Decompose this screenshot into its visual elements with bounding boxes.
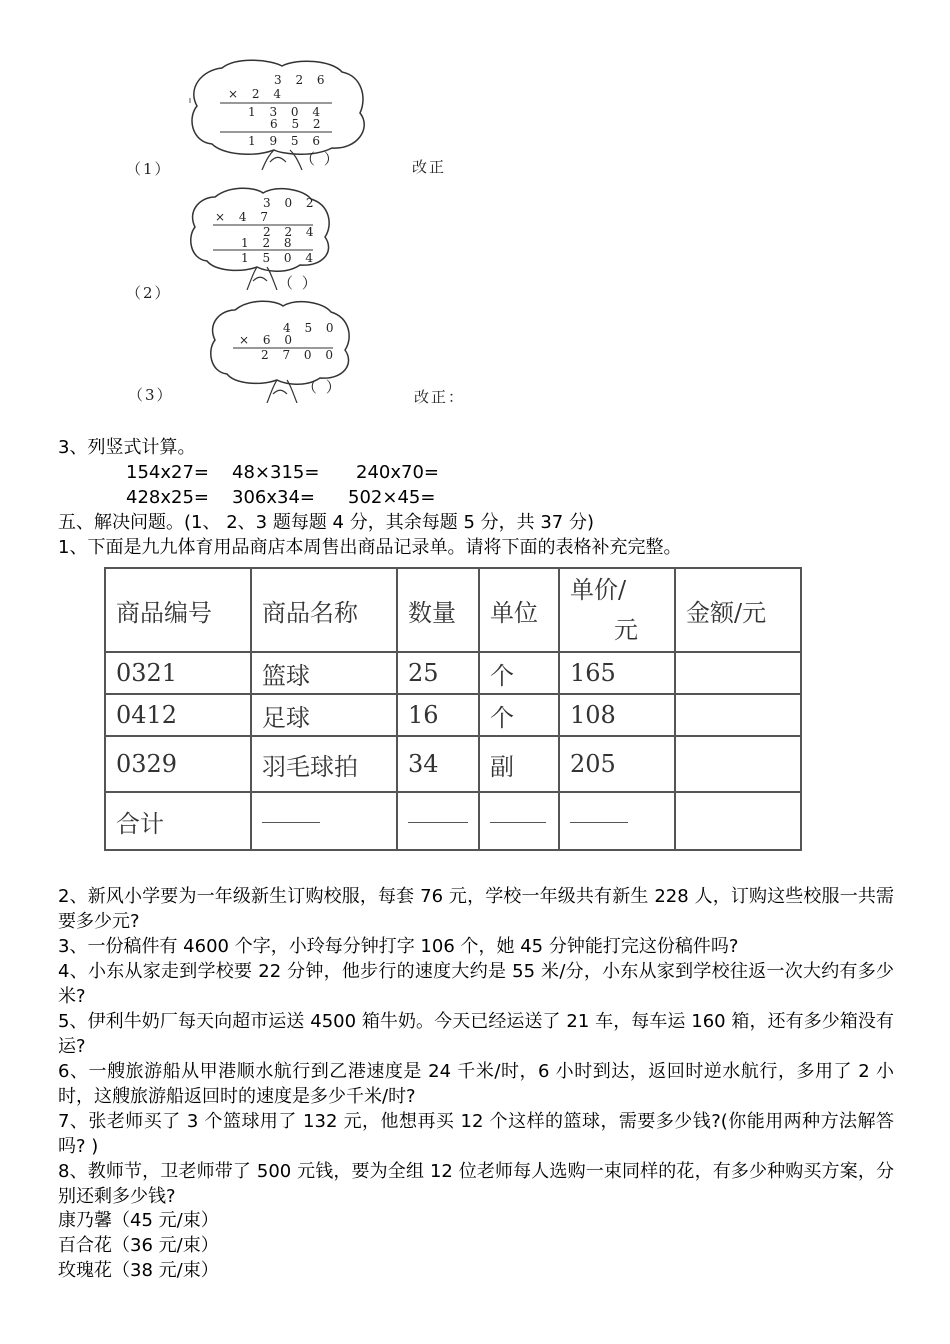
calc-5: 306x34= bbox=[232, 487, 315, 508]
cell-price: 108 bbox=[559, 694, 675, 736]
tree3-row2: × 6 0 bbox=[239, 333, 297, 347]
tree2-row1: 3 0 2 bbox=[263, 196, 319, 210]
header-name: 商品名称 bbox=[251, 568, 397, 652]
tree2-paren: （ ） bbox=[278, 274, 319, 292]
cell-total-qty bbox=[397, 792, 479, 850]
tree2-label: （2） bbox=[126, 284, 172, 302]
dash-divider bbox=[262, 822, 320, 823]
question-1: 1、下面是九九体育用品商店本周售出商品记录单。请将下面的表格补充完整。 bbox=[58, 537, 682, 558]
question-3: 3、一份稿件有 4600 个字，小玲每分钟打字 106 个，她 45 分钟能打完这份稿件吗? bbox=[58, 936, 739, 957]
question-4: 4、小东从家走到学校要 22 分钟，他步行的速度大约是 55 米/分，小东从家到学校往返一次大约有多少米? bbox=[58, 961, 894, 1007]
calc-3: 240x70= bbox=[356, 462, 439, 483]
tree2-row4: 1 2 8 bbox=[241, 236, 297, 250]
header-unit-price bbox=[559, 568, 675, 652]
cell-total-name bbox=[251, 792, 397, 850]
calc-6: 502×45= bbox=[348, 487, 436, 508]
tree2-row2: × 4 7 bbox=[215, 210, 273, 224]
tree-problem-1 bbox=[182, 58, 382, 170]
cell-name: 足球 bbox=[251, 694, 397, 736]
question-8: 8、教师节，卫老师带了 500 元钱，要为全组 12 位老师每人选购一束同样的花，有多少种购买方案，分别还剩多少钱? bbox=[58, 1161, 894, 1207]
sales-record-table bbox=[104, 567, 802, 851]
cell-amount[interactable] bbox=[675, 736, 801, 792]
calc-2: 48×315= bbox=[232, 462, 320, 483]
cell-code: 0321 bbox=[105, 652, 251, 694]
cell-code: 0412 bbox=[105, 694, 251, 736]
table-row bbox=[105, 652, 801, 694]
cell-price: 205 bbox=[559, 736, 675, 792]
cell-total-label: 合计 bbox=[105, 792, 251, 850]
flower-carnation: 康乃馨（45 元/束） bbox=[58, 1210, 219, 1231]
tree3-row3: 2 7 0 0 bbox=[261, 348, 338, 362]
table-total-row bbox=[105, 792, 801, 850]
cell-qty: 34 bbox=[397, 736, 479, 792]
tree1-paren: （ ） bbox=[300, 150, 341, 168]
tree3-fix: 改正： bbox=[414, 388, 466, 406]
cell-name: 羽毛球拍 bbox=[251, 736, 397, 792]
calc-1: 154x27= bbox=[126, 462, 209, 483]
flower-lily: 百合花（36 元/束） bbox=[58, 1235, 219, 1256]
cell-total-amount[interactable] bbox=[675, 792, 801, 850]
dash-divider bbox=[570, 822, 628, 823]
tree1-row1: 3 2 6 bbox=[274, 73, 330, 87]
section3-title: 3、列竖式计算。 bbox=[58, 437, 196, 458]
table-header-row bbox=[105, 568, 801, 652]
cell-price: 165 bbox=[559, 652, 675, 694]
dash-divider bbox=[408, 822, 468, 823]
cell-qty: 25 bbox=[397, 652, 479, 694]
tree1-label: （1） bbox=[126, 160, 172, 178]
tree1-row3: 1 3 0 4 bbox=[248, 105, 325, 119]
header-unit-price-line2: 元 bbox=[614, 616, 638, 644]
cell-amount[interactable] bbox=[675, 652, 801, 694]
tree1-row4: 6 5 2 bbox=[270, 117, 326, 131]
header-amount: 金额/元 bbox=[675, 568, 801, 652]
header-qty: 数量 bbox=[397, 568, 479, 652]
section5-title: 五、解决问题。(1、 2、3 题每题 4 分，其余每题 5 分，共 37 分) bbox=[58, 512, 594, 533]
calc-4: 428x25= bbox=[126, 487, 209, 508]
cell-amount[interactable] bbox=[675, 694, 801, 736]
header-code: 商品编号 bbox=[105, 568, 251, 652]
tree2-row3: 2 2 4 bbox=[263, 225, 319, 239]
cell-unit: 个 bbox=[479, 694, 559, 736]
tree3-row1: 4 5 0 bbox=[283, 321, 339, 335]
tree1-row2: × 2 4 bbox=[228, 87, 286, 101]
tree2-row5: 1 5 0 4 bbox=[241, 251, 318, 265]
header-unit: 单位 bbox=[479, 568, 559, 652]
table-row bbox=[105, 736, 801, 792]
question-6: 6、一艘旅游船从甲港顺水航行到乙港速度是 24 千米/时，6 小时到达，返回时逆水航行，多用了 2 小时，这艘旅游船返回时的速度是多少千米/时? bbox=[58, 1061, 894, 1107]
cell-code: 0329 bbox=[105, 736, 251, 792]
tree1-fix: 改正 bbox=[412, 158, 447, 176]
question-2: 2、新风小学要为一年级新生订购校服，每套 76 元，学校一年级共有新生 228 人，订购这些校服一共需要多少元? bbox=[58, 886, 894, 932]
cell-unit: 个 bbox=[479, 652, 559, 694]
tree3-label: （3） bbox=[128, 386, 174, 404]
table-row bbox=[105, 694, 801, 736]
header-unit-price-line1: 单价/ bbox=[570, 576, 627, 604]
cell-total-price bbox=[559, 792, 675, 850]
flower-rose: 玫瑰花（38 元/束） bbox=[58, 1260, 219, 1281]
cell-qty: 16 bbox=[397, 694, 479, 736]
tree1-row5: 1 9 5 6 bbox=[248, 134, 325, 148]
question-5: 5、伊利牛奶厂每天向超市运送 4500 箱牛奶。今天已经运送了 21 车，每车运 160 箱，还有多少箱没有运? bbox=[58, 1011, 894, 1057]
cell-unit: 副 bbox=[479, 736, 559, 792]
question-7: 7、张老师买了 3 个篮球用了 132 元，他想再买 12 个这样的篮球，需要多少钱?(你能用两种方法解答吗? ) bbox=[58, 1111, 894, 1157]
cell-name: 篮球 bbox=[251, 652, 397, 694]
cell-total-unit bbox=[479, 792, 559, 850]
dash-divider bbox=[490, 822, 546, 823]
tree3-paren: （ ） bbox=[302, 378, 343, 396]
